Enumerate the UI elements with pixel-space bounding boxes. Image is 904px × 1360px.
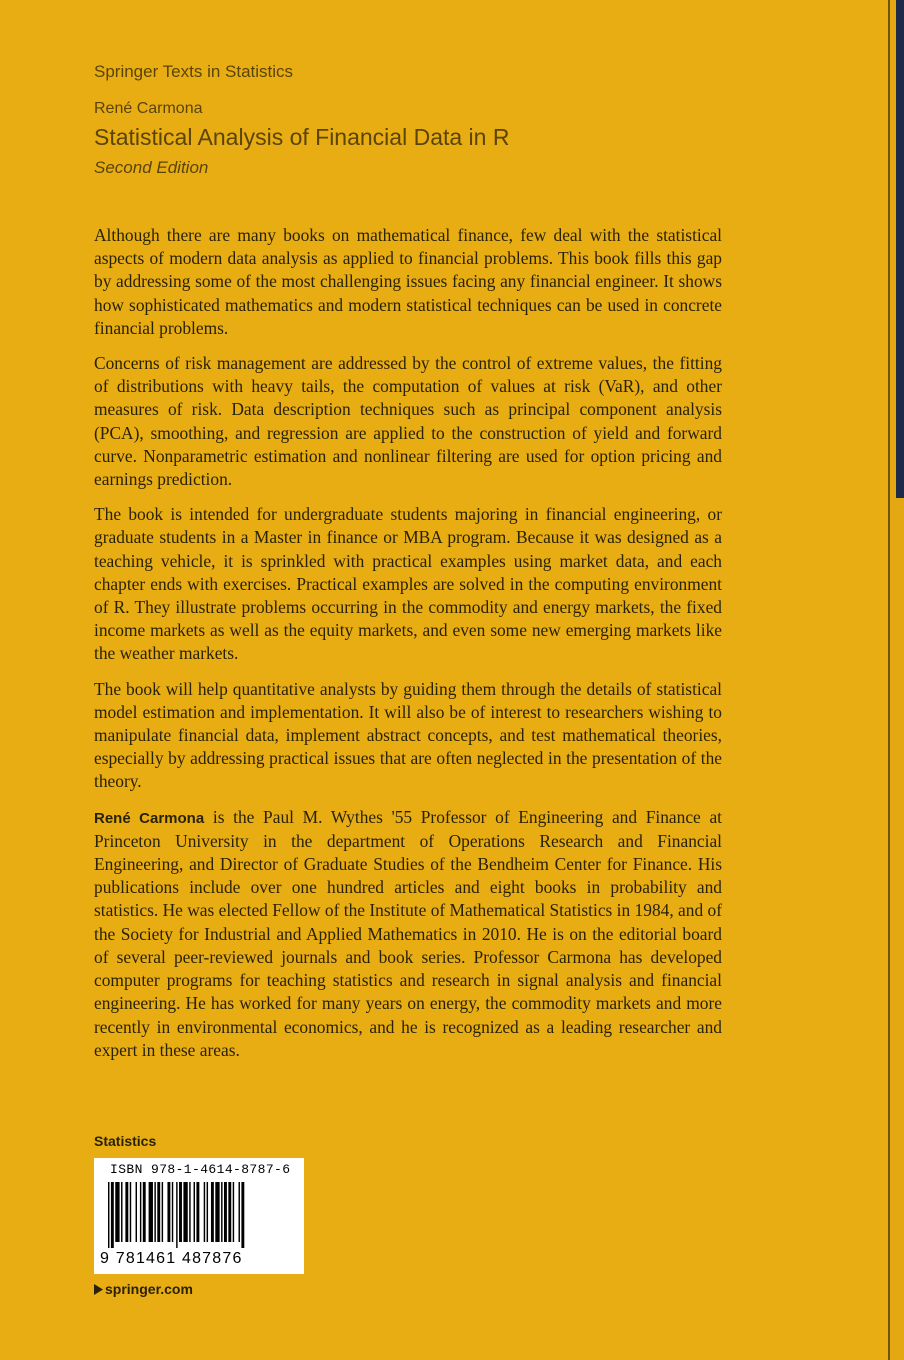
book-title: Statistical Analysis of Financial Data in R <box>94 124 510 150</box>
publisher-website <box>94 1281 193 1297</box>
description-paragraph: Concerns of risk management are addressed by the control of extreme values, the fitting of distributions with heavy tails, the computation of values at risk (VaR), and other measures of risk. Data description techniques such as principal component analysis (PCA), smoothing, and regression are applied to the construction of yield and forward curve. Nonparametric estimation and nonlinear filtering are used for option pricing and earnings prediction. <box>94 353 722 490</box>
edition-label: Second Edition <box>94 158 209 177</box>
isbn-barcode <box>94 1158 304 1274</box>
spine-color-bar <box>896 0 904 498</box>
barcode-icon <box>100 1182 298 1248</box>
bio-author-name: René Carmona <box>94 809 205 827</box>
website-link[interactable]: springer.com <box>105 1281 193 1297</box>
bio-text: is the Paul M. Wythes '55 Professor of Engineering and Finance at Princeton University in the department of Operations Research and Financial Engineering, and Director of Graduate Studies of the Bendheim Center for Finance. His publications include over one hundred articles and eight books in probability and statistics. He was elected Fellow of the Institute of Mathematical Statistics in 1984, and of the Society for Industrial and Applied Mathematics in 2010. He is on the editorial board of several peer-reviewed journals and book series. Professor Carmona has developed computer programs for teaching statistics and research in signal analysis and financial engineering. He has worked for many years on energy, the commodity markets and more recently in environmental economics, and he is recognized as a leading researcher and expert in these areas. <box>94 806 722 1060</box>
back-cover-text <box>94 224 722 1074</box>
series-name: Springer Texts in Statistics <box>94 62 294 81</box>
author-bio <box>94 806 722 1062</box>
author-name: René Carmona <box>94 100 203 117</box>
description-paragraph: Although there are many books on mathematical finance, few deal with the statistical aspects of modern data analysis as applied to financial problems. This book fills this gap by addressing some of the most challenging issues facing any financial engineer. It shows how sophisticated mathematics and modern statistical techniques can be used in concrete financial problems. <box>94 225 722 338</box>
description-paragraph: The book is intended for undergraduate students majoring in financial engineering, or graduate students in a Master in finance or MBA program. Because it was designed as a teaching vehicle, it is sprinkled with practical examples using market data, and each chapter ends with exercises. Practical examples are solved in the computing environment of R. They illustrate problems occurring in the commodity and energy markets, the fixed income markets as well as the equity markets, and even some new emerging markets like the weather markets. <box>94 504 722 664</box>
triangle-right-icon <box>94 1284 103 1295</box>
subject-category: Statistics <box>94 1133 157 1149</box>
description-paragraph: The book will help quantitative analysts by guiding them through the details of statistical model estimation and implementation. It will also be of interest to researchers wishing to manipulate financial data, implement abstract concepts, and test mathematical theories, especially by addressing practical issues that are often neglected in the presentation of the theory. <box>94 678 722 792</box>
isbn-digits: 9 781461 487876 <box>100 1250 243 1267</box>
isbn-label: ISBN 978-1-4614-8787-6 <box>110 1162 291 1177</box>
